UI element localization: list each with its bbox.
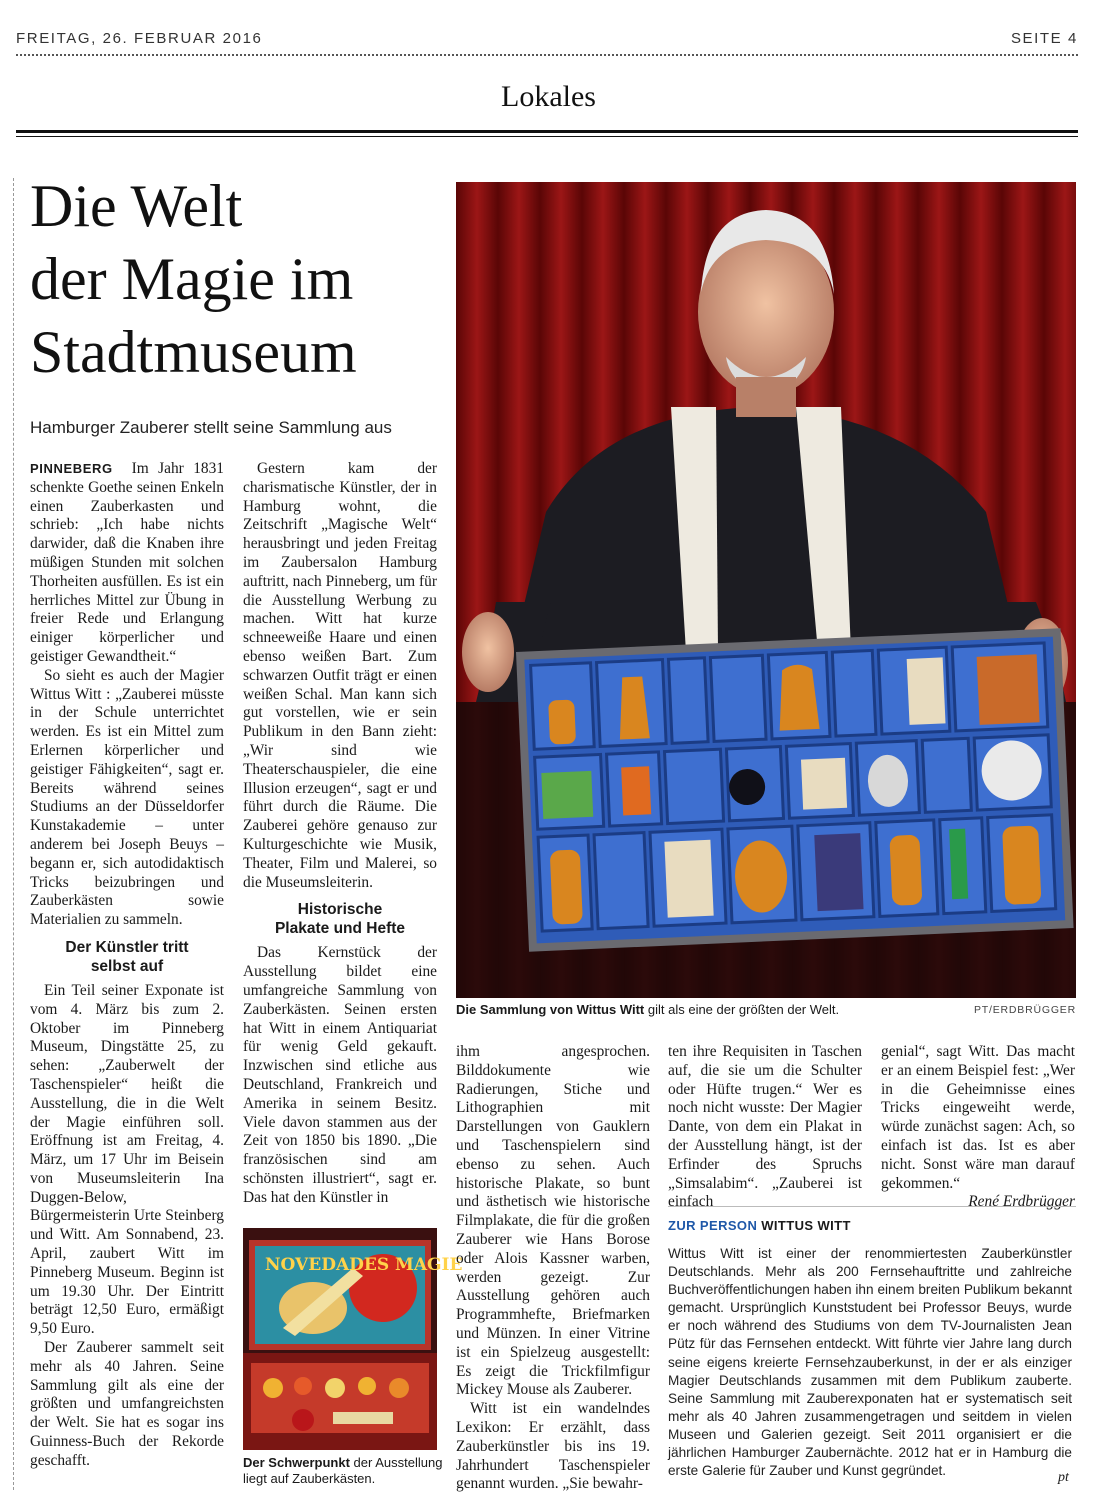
magic-box-illustration [243,1228,463,1450]
paragraph: So sieht es auch der Magier Wittus Witt : „Zauberei müsste in der Schule unterrichtet werden. Es ist ein Mittel zum Erlernen körperlicher und geistiger Fähigkeiten“, sagt er. Bereits während seines Studiums an der Düsseldorfer Kunstakademie – unter anderem bei Joseph Beuys – begann er, sich autodidaktisch Tricks beizubringen und Zauberkästen sowie Materialien zu sammeln. [30,666,224,929]
paragraph: genial“, sagt Witt. Das macht er an einem Beispiel fest: „Wer in die Geheimnisse eines Tricks eingeweiht werde, würde zunächst sagen: Ach, so einfach ist das. Ist es aber nicht. Sonst wäre man darauf gekommen.“ [881,1043,1075,1192]
info-box-divider [668,1206,1076,1207]
main-photo-caption [456,1002,976,1018]
article-column-1 [30,460,224,1471]
caption-bold: Die Sammlung von Wittus Witt [456,1002,645,1017]
article-column-2 [243,460,437,1207]
caption-text: gilt als eine der größten der Welt. [644,1002,840,1017]
subhead-plakate: Historische Plakate und Hefte [274,901,406,938]
paragraph: ten ihre Requisiten in Taschen auf, die sie um die Schulter oder Hüfte trugen.“ Wer es noch nicht wusste: Der Magier Dante, von dem ein Plakat in der Ausstellung hängt, ist der Erfinder des Spruchs „Simsalabim“. „Zauberei ist einfach [668,1043,862,1211]
page-number: SEITE 4 [1010,30,1078,47]
headline [30,170,450,389]
paragraph: Der Zauberer sammelt seit mehr als 40 Jahren. Seine Sammlung gilt als eine der größten und umfangreichsten der Welt. Sie hat es sogar ins Guinness-Buch der Rekorde geschafft. [30,1339,224,1469]
photo-credit: PT/ERDBRÜGGER [974,1004,1076,1016]
subhead-kuenstler: Der Künstler tritt selbst auf [65,938,189,975]
author-signature: René Erdbrügger [968,1193,1075,1211]
box-lettering: NOVEDADES MAGIE [265,1255,463,1275]
paragraph: Gestern kam der charismatische Künstler, der in Hamburg wohnt, die Zeitschrift „Magische Welt“ herausbringt und jeden Freitag im Zaubersalon Hamburg auftritt, nach Pinneberg, um für die Ausstellung Werbung zu machen. Witt hat kurze schneeweiße Haare und einen ebenso weißen Bart. Zum schwarzen Outfit trägt er einen weißen Schal. Man kann sich gut vorstellen, wie er sein Publikum in den Bann zieht: „Wir sind wie Theaterschauspieler, die eine Illusion erzeugen“, sagt er und führt durch die Räume. Die Zauberei gehöre genauso zur Kulturgeschichte wie Musik, Theater, Film und Malerei, so die Museumsleiterin. [243,460,437,891]
issue-date: FREITAG, 26. FEBRUAR 2016 [16,30,263,47]
dotted-divider [16,54,1078,56]
article-column-4 [668,1043,862,1212]
dateline: PINNEBERG [30,461,113,476]
subheadline: Hamburger Zauberer stellt seine Sammlung aus [30,418,392,437]
section-title: Lokales [501,80,596,113]
article-column-5 [881,1043,1075,1212]
headline-line-3: Stadtmuseum [30,319,357,385]
info-box-signature: pt [1058,1470,1069,1485]
article-column-3 [456,1043,650,1494]
headline-line-2: der Magie im [30,246,354,312]
magician-with-collection-illustration [456,182,1076,998]
headline-line-1: Die Welt [30,173,243,239]
small-photo [243,1228,463,1450]
small-photo-caption [243,1455,443,1487]
caption-bold: Der Schwerpunkt [243,1455,350,1470]
info-box-text: Wittus Witt ist einer der renommiertesten Zauberkünstler Deutschlands. Mehr als 200 Fernsehauftritte und zahlreiche Buchveröffentlichungen haben ihn einem breiten Publikum bekannt gemacht. Ursprünglich Kunststudent bei Professor Beuys, wurde er noch während des Studiums von dem TV-Journalisten Jean Pütz für das Fernsehen entdeckt. Witt führte vier Jahre lang durch seine eigens kreierte Fernsehzauberkunst, in der er als einziger Magier Deutschlands zusammen mit dem Publikum zauberte. Seine Sammlung mit Zauberexponaten hat er systematisch seit mehr als 40 Jahren zusammengetragen und seitdem in vielen Museen und Galerien gezeigt. Seit 2011 organisiert er die jährlichen Hamburger Zaubernächte. 2012 hat er in Hamburg die erste Galerie für Zauber und Kunst gegründet. [668,1246,1072,1479]
paragraph: ihm angesprochen. Bilddokumente wie Radierungen, Stiche und Lithographien mit Darstellungen von Gauklern und Taschenspielern sind ebenso zu sehen. Auch historische Plakate, so bunt und ästhetisch wie historische Filmplakate, die für die großen Zauberer wie Hans Borose oder Alois Kassner warben, werden gezeigt. Zur Ausstellung gehören auch Programmhefte, Briefmarken und Münzen. In einer Vitrine ist ein Spielzeug ausgestellt: Es zeigt die Trickfilmfigur Mickey Mouse als Zauberer. [456,1043,650,1399]
paragraph: Ein Teil seiner Exponate ist vom 4. März bis zum 2. Oktober im Pinneberg Museum, Dingstätte 25, zu sehen: „Zauberwelt der Taschenspieler“ heißt die Ausstellung, die in die Welt der Magie einführen soll. Eröffnung ist am Freitag, 4. März, um 17 Uhr im Beisein von Museumsleiterin Ina Duggen-Below, Bürgermeisterin Urte Steinberg und Witt. Am Sonnabend, 23. April, zaubert Witt im Pinneberg Museum. Beginn ist um 19.30 Uhr. Der Eintritt beträgt 12,50 Euro, ermäßigt 9,50 Euro. [30,981,224,1338]
info-box-name: WITTUS WITT [761,1218,851,1233]
info-box-title [668,1218,851,1233]
info-box-label: ZUR PERSON [668,1218,758,1233]
paragraph: Das Kernstück der Ausstellung bildet eine umfangreiche Sammlung von Zauberkästen. Seinen ersten hat Witt in einem Antiquariat für wenig Geld gekauft. Inzwischen sind etliche aus Deutschland, Frankreich und Amerika in seinem Besitz. Viele davon stammen aus der Zeit von 1850 bis 1890. „Die französischen sind am schönsten illustriert“, sagt er. Das hat den Künstler in [243,944,437,1206]
paragraph: Im Jahr 1831 schenkte Goethe seinen Enkeln einen Zauberkasten und schrieb: „Ich habe nichts darwider, daß die Knaben ihre müßigen Stunden mit solchen Thorheiten ausfüllen. Es ist ein herrliches Mittel zur Übung in freier Rede und Erlangung einiger körperlicher und geistiger Gewandtheit.“ [30,460,224,665]
masthead-bar [16,30,1078,47]
section-rule-thick [16,130,1078,133]
main-photo [456,182,1076,998]
column-margin-line [13,178,14,1490]
caption-text: der Ausstellung liegt auf Zauberkästen. [243,1455,443,1486]
section-rule-thin [16,136,1078,137]
paragraph: Witt ist ein wandelndes Lexikon: Er erzählt, dass Zauberkünstler bis ins 19. Jahrhundert Taschenspieler genannt wurden. „Sie bewahr- [456,1400,650,1493]
